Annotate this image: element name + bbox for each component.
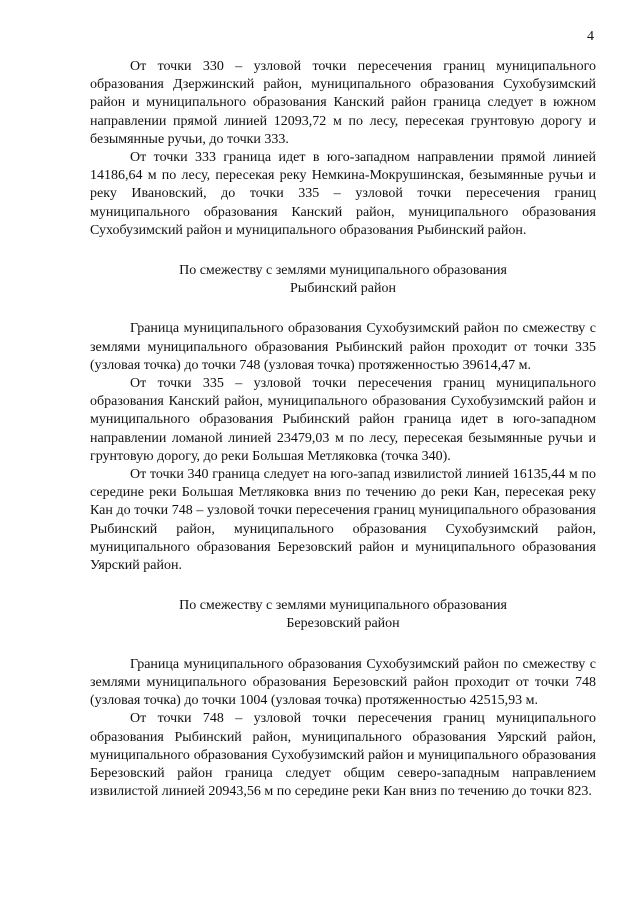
heading-line: Рыбинский район [290, 281, 396, 297]
heading-line: По смежеству с землями муниципального образования [179, 598, 507, 614]
section-body-rybinsky [90, 320, 596, 575]
paragraph-point-333: От точки 333 граница идет в юго-западном направлении прямой линией 14186,64 м по лесу, пересекая реку Немкина-Мокрушинская, безымянные ручьи и реку Ивановский, до точки 335 – узловой точки пересечения границ муниципального образования Канский район, муниципального образования Сухобузимский район и муниципального образования Рыбинский район. [90, 150, 596, 238]
paragraph-rybinsky-boundary: Граница муниципального образования Сухобузимский район по смежеству с землями муниципального образования Рыбинский район проходит от точки 335 (узловая точка) до точки 748 (узловая точка) протяженностью 39614,47 м. [90, 321, 596, 373]
heading-line: По смежеству с землями муниципального образования [179, 263, 507, 279]
page-number: 4 [587, 29, 594, 44]
paragraph-point-335: От точки 335 – узловой точки пересечения границ муниципального образования Канский район, муниципального образования Сухобузимский район и муниципального образования Рыбинский район граница идет в юго-западном направлении ломаной линией 23479,03 м по лесу, пересекая безымянные ручьи и грунтовую дорогу, до реки Большая Метляковка (точка 340). [90, 376, 596, 464]
section-body-berezovsky [90, 656, 596, 802]
document-body [90, 58, 596, 801]
heading-line: Березовский район [286, 616, 400, 632]
section-heading-berezovsky [90, 597, 596, 633]
section-heading-rybinsky [90, 262, 596, 298]
paragraph-point-330: От точки 330 – узловой точки пересечения границ муниципального образования Дзержинский район, муниципального образования Сухобузимский район и муниципального образования Канский район граница следует в южном направлении прямой линией 12093,72 м по лесу, пересекая грунтовую дорогу и безымянные ручьи, до точки 333. [90, 59, 596, 147]
paragraph-point-340: От точки 340 граница следует на юго-запад извилистой линией 16135,44 м по середине реки Большая Метляковка вниз по течению до реки Кан, пересекая реку Кан до точки 748 – узловой точки пересечения границ муниципального образования Рыбинский район, муниципального образования Сухобузимский район, муниципального образования Березовский район и муниципального образования Уярский район. [90, 467, 596, 574]
paragraph-berezovsky-boundary: Граница муниципального образования Сухобузимский район по смежеству с землями муниципального образования Березовский район проходит от точки 748 (узловая точка) до точки 1004 (узловая точка) протяженностью 42515,93 м. [90, 656, 596, 709]
paragraph-point-748: От точки 748 – узловой точки пересечения границ муниципального образования Рыбинский район, муниципального образования Уярский район, муниципального образования Сухобузимский район и муниципального образования Березовский район граница следует общим северо-западным направлением извилистой линией 20943,56 м по середине реки Кан вниз по течению до точки 823. [90, 711, 596, 800]
